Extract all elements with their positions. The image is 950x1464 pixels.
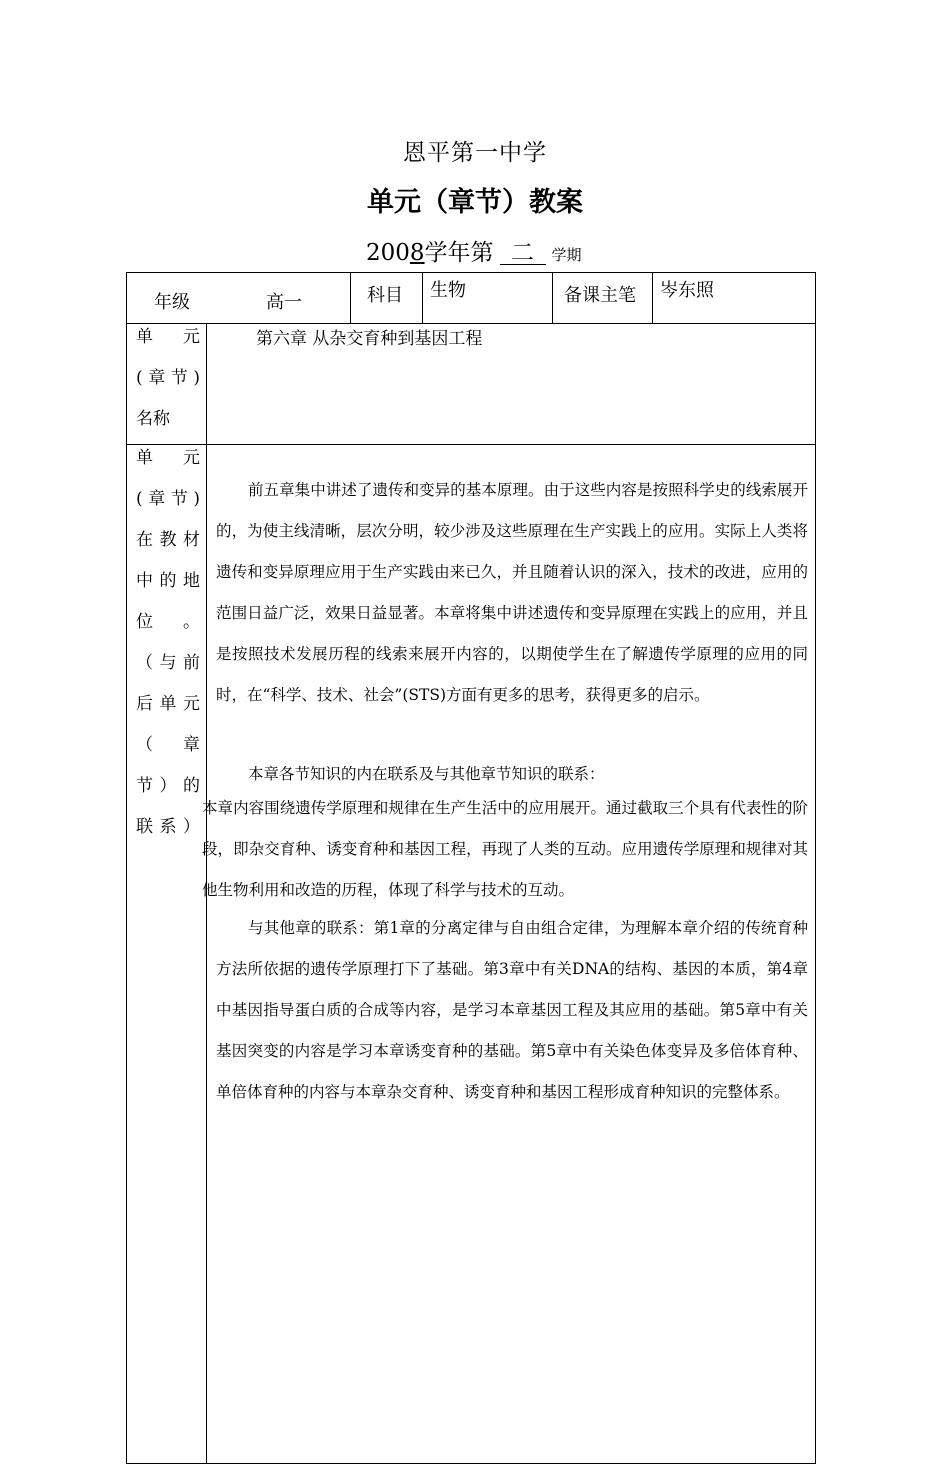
label-line: 节）的 [136, 776, 200, 796]
label-line: 名称 [136, 409, 170, 429]
table-border-left [126, 272, 127, 1464]
school-year-line [366, 234, 582, 267]
paragraph-chapter-links: 与其他章的联系：第1章的分离定律与自由组合定律，为理解本章介绍的传统育种方法所依据的遗传学原理打下了基础。第3章中有关DNA的结构、基因的本质，第4章中基因指导蛋白质的合成等内容，是学习本章基因工程及其应用的基础。第5章中有关基因突变的内容是学习本章诱变育种的基础。第5章中有关染色体变异及多倍体育种、单倍体育种的内容与本章杂交育种、诱变育种和基因工程形成育种知识的完整体系。 [216, 919, 808, 1101]
table-border-right [815, 272, 816, 1464]
term-suffix: 学期 [551, 246, 582, 264]
year-mid: 学年第 [424, 240, 494, 266]
info-divider-4 [652, 272, 653, 324]
info-divider-3 [552, 272, 553, 324]
paragraph-internal-links: 本章内容围绕遗传学原理和规律在生产生活中的应用展开。通过截取三个具有代表性的阶段，即杂交育种、诱变育种和基因工程，再现了人类的互动。应用遗传学原理和规律对其他生物利用和改造的历程，体现了科学与技术的互动。 [202, 799, 808, 899]
label-line: （ 章 [136, 735, 200, 755]
label-line: 单 元 [136, 327, 200, 347]
school-name: 恩平第一中学 [403, 140, 547, 166]
teacher-label: 备课主笔 [564, 285, 636, 306]
row-divider-2 [126, 444, 816, 445]
term-value: 二 [500, 242, 546, 265]
year-digit: 8 [409, 240, 425, 266]
label-line: 联系） [136, 817, 200, 837]
grade-value: 高一 [266, 292, 302, 313]
paragraph-internal-links-heading: 本章各节知识的内在联系及与其他章节知识的联系： [248, 765, 605, 783]
unit-position-label [136, 438, 200, 848]
paragraph-overview: 前五章集中讲述了遗传和变异的基本原理。由于这些内容是按照科学史的线索展开的，为使主线清晰，层次分明，较少涉及这些原理在生产实践上的应用。实际上人类将遗传和变异原理应用于生产实践由来已久，并且随着认识的深入，技术的改进，应用的范围日益广泛，效果日益显著。本章将集中讲述遗传和变异原理在实践上的应用，并且是按照技术发展历程的线索来展开内容的，以期使学生在了解遗传学原理的应用的同时，在“科学、技术、社会”(STS)方面有更多的思考，获得更多的启示。 [216, 481, 808, 704]
label-line: (章节) [136, 489, 200, 509]
table-border-top [126, 272, 816, 273]
label-line: 后单元 [136, 694, 200, 714]
unit-name-value: 第六章 从杂交育种到基因工程 [256, 329, 483, 349]
year-prefix: 200 [366, 240, 410, 266]
lesson-plan-table [126, 272, 816, 1464]
label-line: 在教材 [136, 530, 200, 550]
label-line: （与前 [136, 653, 200, 673]
label-line: 中的地 [136, 571, 200, 591]
label-line: 位 。 [136, 612, 200, 632]
subject-label: 科目 [367, 285, 403, 306]
info-divider-1 [350, 272, 351, 324]
document-title: 单元（章节）教案 [367, 187, 583, 218]
label-line: (章节) [136, 368, 200, 388]
label-line: 单 元 [136, 448, 200, 468]
teacher-value: 岑东照 [660, 280, 714, 301]
grade-label: 年级 [154, 292, 190, 313]
subject-value: 生物 [430, 280, 466, 301]
info-divider-2 [422, 272, 423, 324]
unit-name-label [136, 317, 200, 440]
